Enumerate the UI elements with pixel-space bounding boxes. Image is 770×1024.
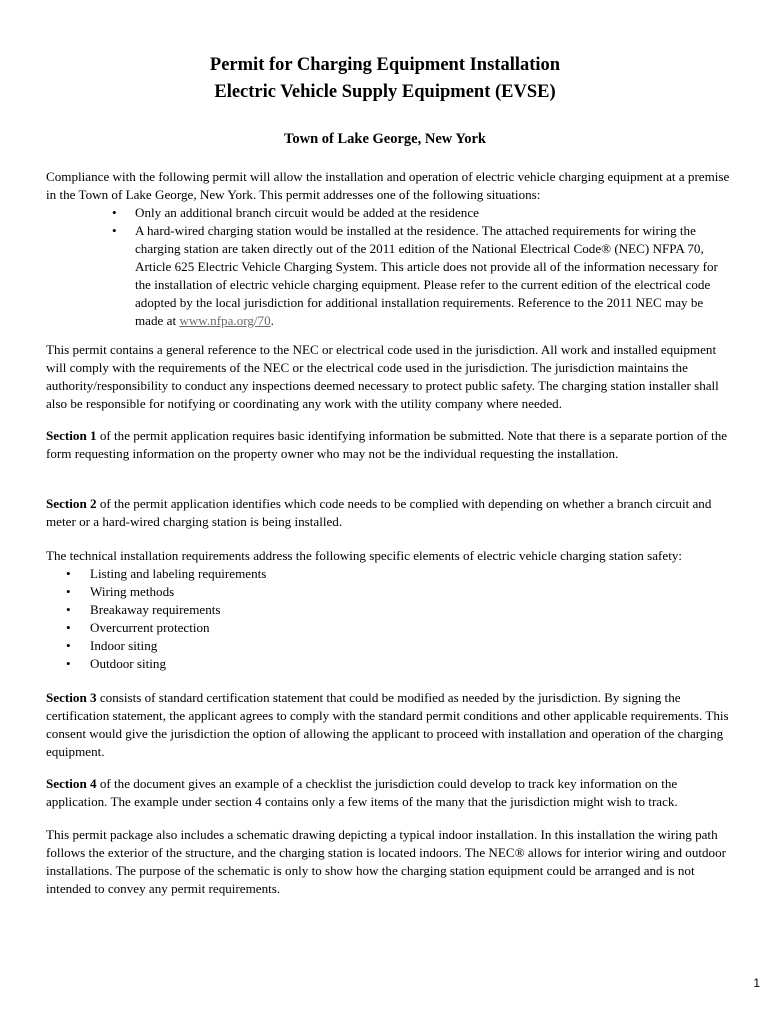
link-suffix: . xyxy=(270,313,274,328)
page-title: Permit for Charging Equipment Installation xyxy=(209,55,561,75)
list-item xyxy=(110,204,730,222)
section4-paragraph xyxy=(46,775,736,811)
section1-text: of the permit application requires basic identifying information be submitted. Note that there is a separate portion of the form requesting information on the property owner who may not be the individual requesting the installation. xyxy=(46,428,728,461)
list-item: • Breakaway requirements xyxy=(64,601,664,619)
list-item: • Overcurrent protection xyxy=(64,619,664,637)
section4-text: of the document gives an example of a checklist the jurisdiction could develop to track key information on the application. The example under section 4 contains only a few items of the many that the jurisdiction might wish to track. xyxy=(46,776,678,809)
page-subtitle: Electric Vehicle Supply Equipment (EVSE) xyxy=(214,82,556,102)
section4-label: Section 4 xyxy=(46,776,97,791)
situation-text: Only an additional branch circuit would be added at the residence xyxy=(135,205,479,220)
section3-label: Section 3 xyxy=(46,690,97,705)
list-item: • Wiring methods xyxy=(64,583,664,601)
package-paragraph: This permit package also includes a schematic drawing depicting a typical indoor installation. In this installation the wiring path follows the exterior of the structure, and the charging station is located indoors. The NEC® allows for interior wiring and outdoor installations. The purpose of the schematic is only to show how the charging station equipment could be arranged and is not intended to convey any permit requirements. xyxy=(46,827,726,896)
section2-paragraph xyxy=(46,495,736,531)
nfpa-link[interactable]: www.nfpa.org/70 xyxy=(179,313,271,328)
town-heading: Town of Lake George, New York xyxy=(284,131,486,147)
section2-text: of the permit application identifies which code needs to be complied with depending on whether a branch circuit and meter or a hard-wired charging station is being installed. xyxy=(46,496,712,529)
list-item xyxy=(110,222,730,330)
section1-label: Section 1 xyxy=(46,428,97,443)
technical-intro: The technical installation requirements address the following specific elements of electric vehicle charging station safety: xyxy=(46,548,683,563)
list-item: • Outdoor siting xyxy=(64,655,664,673)
list-item: • Listing and labeling requirements xyxy=(64,565,664,583)
permit-paragraph: This permit contains a general reference to the NEC or electrical code used in the jurisdiction. All work and installed equipment will comply with the requirements of the NEC or the electrical code used in the jurisdiction. The jurisdiction maintains the authority/responsibility to conduct any inspections deemed necessary to protect public safety. The charging station installer shall also be responsible for notifying or coordinating any work with the utility company where needed. xyxy=(46,342,719,411)
situations-list xyxy=(110,204,730,330)
section1-paragraph xyxy=(46,427,736,463)
section3-paragraph xyxy=(46,689,736,761)
page-number: 1 xyxy=(753,976,760,990)
technical-list xyxy=(64,565,664,673)
list-item: • Indoor siting xyxy=(64,637,664,655)
section2-label: Section 2 xyxy=(46,496,97,511)
intro-paragraph: Compliance with the following permit will allow the installation and operation of electric vehicle charging equipment at a premise in the Town of Lake George, New York. This permit addresses one of the following situations: xyxy=(46,169,730,202)
situation-text: A hard-wired charging station would be installed at the residence. The attached requirements for wiring the charging station are taken directly out of the 2011 edition of the National Electrical Code® (NEC) NFPA 70, Article 625 Electric Vehicle Charging System. This article does not provide all of the information necessary for the installation of electric vehicle charging equipment. Please refer to the current edition of the electrical code adopted by the local jurisdiction for additional installation requirements. Reference to the 2011 NEC may be made at xyxy=(135,223,718,328)
section3-text: consists of standard certification statement that could be modified as needed by the jurisdiction. By signing the certification statement, the applicant agrees to comply with the standard permit conditions and other applicable requirements. This consent would give the jurisdiction the option of allowing the applicant to proceed with installation and operation of the charging equipment. xyxy=(46,690,729,759)
